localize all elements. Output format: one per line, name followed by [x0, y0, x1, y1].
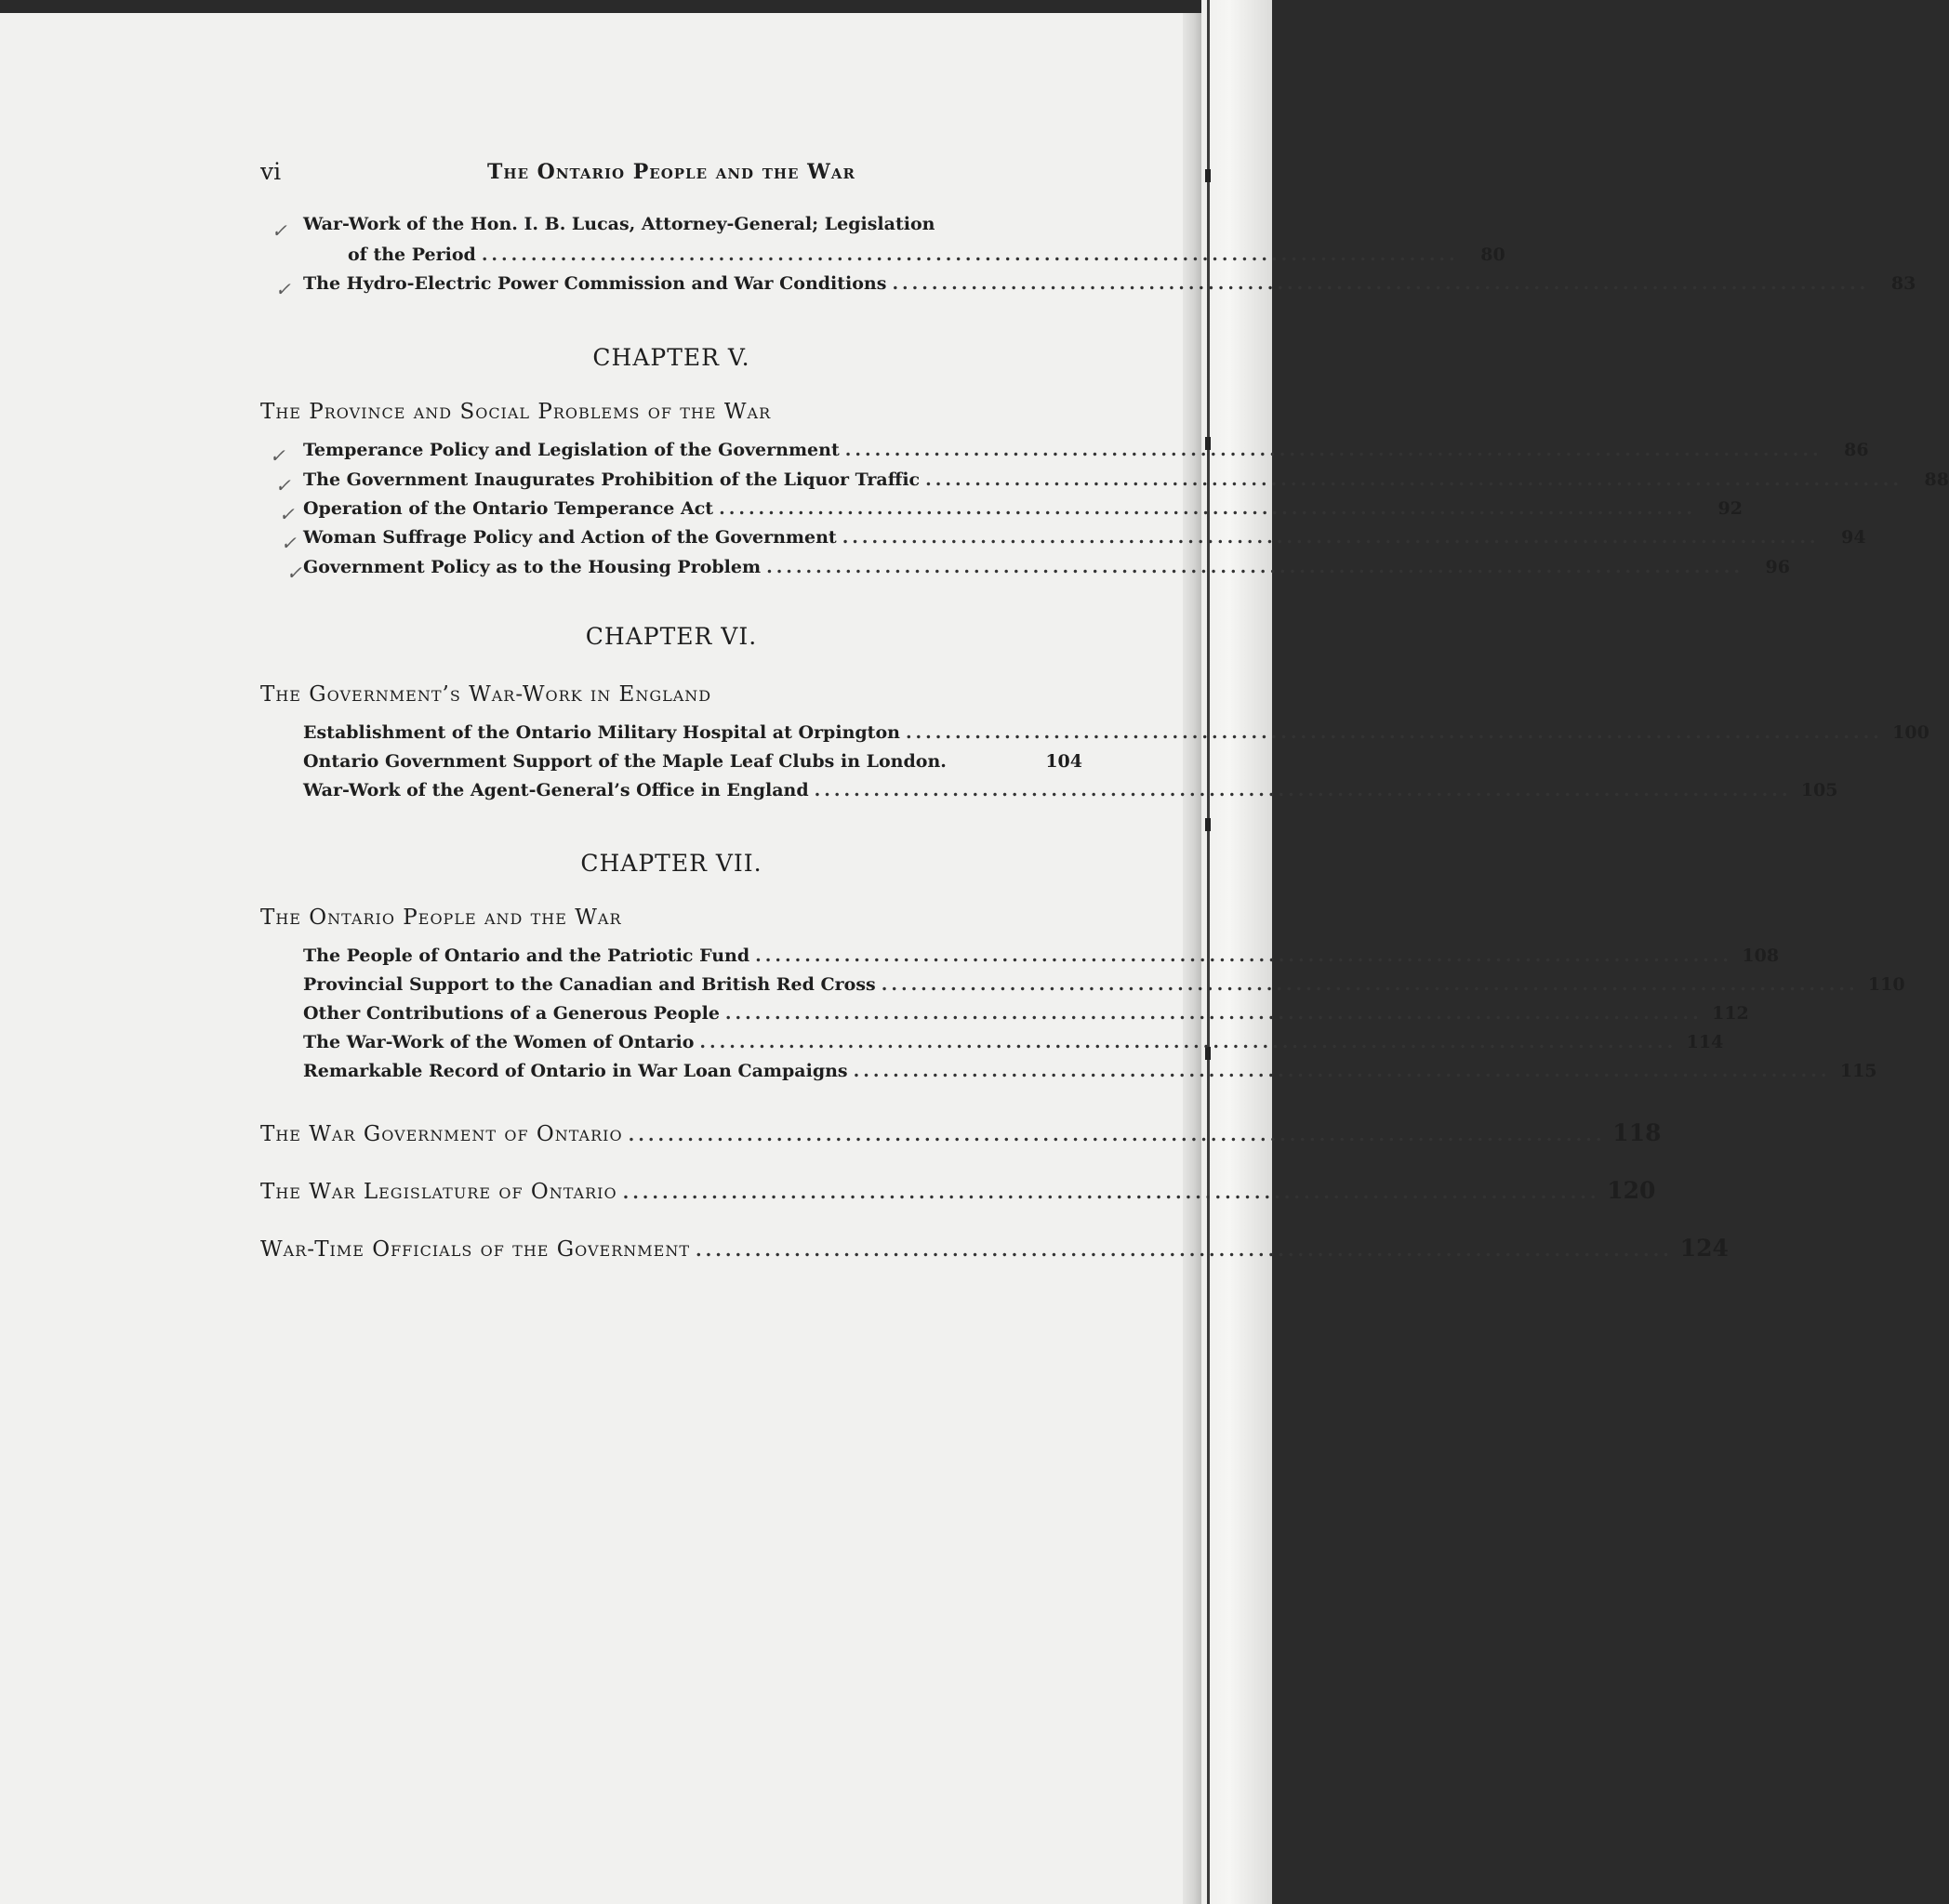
page-folio: vi — [260, 158, 282, 185]
chapter-title: The Ontario People and the War — [260, 906, 622, 930]
dot-leader: ................................................................................................... — [844, 440, 1823, 460]
dot-leader: ................................................................................................... — [814, 780, 1792, 800]
dot-leader: ................................................................................................... — [755, 945, 1733, 966]
dot-leader: ................................................................................................... — [481, 245, 1459, 265]
spine-mark — [1205, 169, 1211, 182]
toc-page-number: 112 — [1712, 1003, 1749, 1024]
spine-mark — [1205, 818, 1211, 831]
toc-page-number: 108 — [1742, 945, 1780, 966]
check-mark-icon: ✓ — [275, 474, 291, 496]
toc-entry-label: Ontario Government Support of the Maple Leaf Clubs in London. — [303, 751, 947, 772]
toc-entry-label: Provincial Support to the Canadian and British Red Cross — [303, 974, 876, 995]
toc-entry — [303, 722, 1929, 743]
toc-page-number: 96 — [1765, 557, 1790, 577]
dot-leader: ................................................................................................... — [696, 1240, 1673, 1261]
check-mark-icon: ✓ — [281, 532, 297, 554]
toc-entry — [303, 780, 1838, 800]
dot-leader: ................................................................................................... — [622, 1183, 1600, 1203]
toc-entry — [303, 1061, 1877, 1081]
toc-entry — [303, 751, 1082, 772]
toc-entry-label: Remarkable Record of Ontario in War Loan Campaigns — [303, 1061, 848, 1081]
dot-leader: ................................................................................................... — [925, 469, 1903, 490]
toc-entry-label: Establishment of the Ontario Military Hospital at Orpington — [303, 722, 900, 743]
toc-page-number: 115 — [1839, 1061, 1877, 1081]
toc-page-number: 104 — [1045, 751, 1082, 772]
toc-page-number: 94 — [1841, 527, 1866, 548]
dot-leader: ................................................................................................... — [905, 722, 1883, 743]
toc-entry-label: Government Policy as to the Housing Problem — [303, 557, 762, 577]
toc-page-number: 124 — [1679, 1235, 1729, 1262]
toc-major-entry — [260, 1235, 1729, 1262]
toc-page-number: 110 — [1867, 974, 1905, 995]
toc-page-number: 88 — [1924, 469, 1949, 490]
check-mark-icon: ✓ — [286, 562, 302, 584]
toc-entry — [303, 557, 1790, 577]
toc-entry-label: Woman Suffrage Policy and Action of the Government — [303, 527, 837, 548]
check-mark-icon: ✓ — [279, 503, 295, 525]
chapter-title: The Province and Social Problems of the War — [260, 400, 772, 424]
chapter-title: The Government’s War-Work in England — [260, 682, 712, 707]
dot-leader: ................................................................................................... — [719, 498, 1696, 519]
toc-entry — [303, 974, 1905, 995]
toc-entry-label: Temperance Policy and Legislation of the Government — [303, 440, 840, 460]
dot-leader: ................................................................................................... — [699, 1032, 1677, 1052]
toc-entry-label: The Government Inaugurates Prohibition of the Liquor Traffic — [303, 469, 921, 490]
toc-entry — [303, 945, 1780, 966]
toc-page-number: 100 — [1892, 722, 1929, 743]
chapter-heading: CHAPTER VII. — [580, 850, 762, 877]
toc-entry — [303, 1032, 1724, 1052]
check-mark-icon: ✓ — [272, 219, 287, 242]
toc-major-entry — [260, 1177, 1656, 1204]
toc-entry-label: of the Period — [348, 245, 476, 265]
running-header — [260, 158, 1082, 190]
chapter-heading: CHAPTER V. — [592, 344, 750, 371]
dot-leader: ................................................................................................... — [853, 1061, 1831, 1081]
toc-page-number: 114 — [1686, 1032, 1724, 1052]
toc-page-number: 105 — [1800, 780, 1838, 800]
toc-entry — [303, 273, 1916, 294]
toc-entry-label: The War Legislature of Ontario — [260, 1180, 617, 1204]
toc-entry-label: The Hydro-Electric Power Commission and War Conditions — [303, 273, 887, 294]
toc-page-number: 80 — [1480, 245, 1505, 265]
toc-entry-label: Other Contributions of a Generous People — [303, 1003, 720, 1024]
dot-leader: ................................................................................................... — [881, 974, 1859, 995]
toc-page-number: 118 — [1612, 1119, 1662, 1146]
running-title: The Ontario People and the War — [487, 160, 855, 184]
check-mark-icon: ✓ — [270, 444, 285, 467]
toc-entry — [303, 498, 1743, 519]
check-mark-icon: ✓ — [275, 278, 291, 300]
toc-entry — [303, 440, 1869, 460]
toc-major-entry — [260, 1119, 1662, 1146]
toc-entry-label: The War Government of Ontario — [260, 1122, 623, 1146]
toc-page-number: 120 — [1607, 1177, 1656, 1204]
toc-page-number: 83 — [1890, 273, 1916, 294]
toc-entry-label: The War-Work of the Women of Ontario — [303, 1032, 695, 1052]
toc-entry-label: War-Work of the Agent-General’s Office in England — [303, 780, 809, 800]
dot-leader: ................................................................................................... — [766, 557, 1743, 577]
dot-leader: ................................................................................................... — [628, 1125, 1606, 1145]
toc-entry — [303, 1003, 1749, 1024]
toc-page-number: 86 — [1844, 440, 1869, 460]
toc-entry-label: Operation of the Ontario Temperance Act — [303, 498, 714, 519]
toc-page-number: 92 — [1717, 498, 1743, 519]
dot-leader: ................................................................................................... — [892, 273, 1870, 294]
dot-leader: ................................................................................................... — [724, 1003, 1703, 1024]
dot-leader: ................................................................................................... — [842, 527, 1820, 548]
toc-entry-label: The People of Ontario and the Patriotic Fund — [303, 945, 750, 966]
toc-entry — [303, 469, 1949, 490]
toc-entry-line1: War-Work of the Hon. I. B. Lucas, Attorney-General; Legislation — [303, 214, 935, 234]
chapter-heading: CHAPTER VI. — [585, 623, 758, 650]
toc-entry-label: War-Time Officials of the Government — [260, 1237, 690, 1262]
toc-entry — [303, 527, 1866, 548]
toc-entry — [348, 245, 1505, 265]
